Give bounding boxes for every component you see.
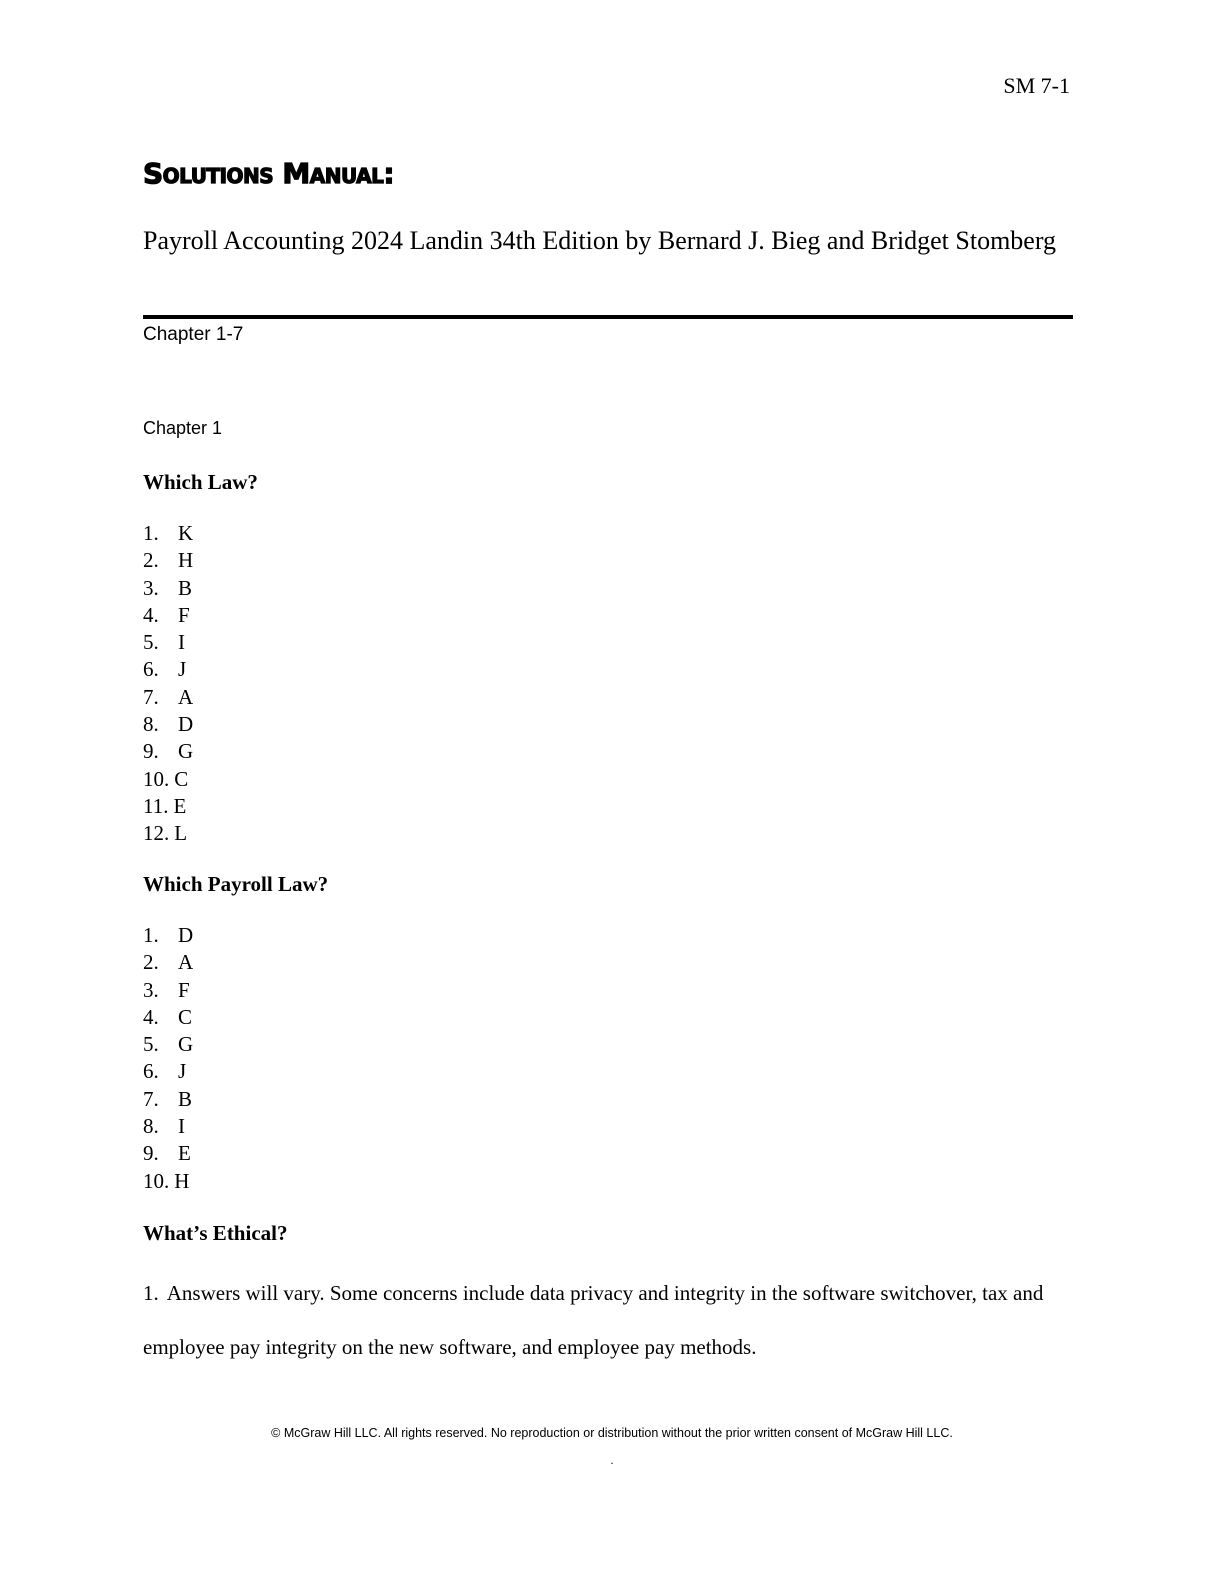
item-answer: G [178,1032,194,1057]
list-item [143,820,193,847]
item-answer: G [178,739,194,764]
item-answer: D [178,923,194,947]
list-item [143,1113,193,1140]
list-item [143,575,193,602]
title-divider [143,315,1073,319]
list-item [143,520,193,547]
ethics-answer-text: Answers will vary. Some concerns include data privacy and integrity in the software switchover, tax and employee pay integrity on the new software, and employee pay methods. [143,1281,1044,1359]
list-item [143,602,193,629]
section-heading-whats-ethical: What’s Ethical? [143,1221,288,1245]
item-number: 5. [143,630,159,655]
item-answer: B [178,575,193,600]
list-item [143,793,193,820]
item-answer: J [178,657,187,682]
list-item [143,1086,193,1113]
list-item [143,1140,193,1167]
item-answer: F [178,977,190,1002]
item-number: 6. [143,657,159,682]
item-answer: J [178,1059,187,1084]
item-answer: D [178,712,194,737]
section-heading-which-payroll-law: Which Payroll Law? [143,872,329,896]
item-answer: K [178,521,194,545]
list-item [143,1058,193,1085]
item-answer: L [174,821,188,846]
item-answer: A [178,950,194,975]
item-number: 8. [143,712,159,737]
item-number: 2. [143,548,159,573]
item-number: 7. [143,1086,159,1111]
manual-title: Solutions Manual: [143,157,395,190]
list-item [143,656,193,683]
book-title: Payroll Accounting 2024 Landin 34th Edition by Bernard J. Bieg and Bridget Stomberg [143,226,1057,255]
item-number: 4. [143,1004,159,1029]
item-answer: H [174,1168,190,1193]
item-answer: I [178,630,185,655]
copyright-footer: © McGraw Hill LLC. All rights reserved. No reproduction or distribution without the prior written consent of McGraw Hill LLC. [271,1426,953,1440]
item-answer: C [174,766,189,791]
item-answer: A [178,684,194,709]
item-number: 11. [143,793,169,818]
list-item [143,547,193,574]
section-heading-which-law: Which Law? [143,470,258,494]
item-number: 1. [143,1281,159,1305]
item-answer: E [173,793,187,818]
item-answer: H [178,548,194,573]
chapter-range: Chapter 1-7 [143,324,244,345]
list-item [143,629,193,656]
item-number: 3. [143,977,159,1002]
item-number: 2. [143,950,159,975]
item-number: 1. [143,521,159,545]
item-number: 12. [143,821,170,846]
page-number: SM 7-1 [1003,73,1070,98]
item-number: 8. [143,1114,159,1139]
item-number: 9. [143,1141,159,1166]
item-number: 10. [143,1168,170,1193]
ethics-answer-paragraph [143,1266,1063,1374]
list-item [143,684,193,711]
chapter-label: Chapter 1 [143,418,223,438]
item-answer: I [178,1114,185,1139]
item-number: 6. [143,1059,159,1084]
list-item [143,1031,193,1058]
list-item [143,949,193,976]
list-item [143,766,193,793]
list-item [143,1004,193,1031]
list-item [143,1168,193,1195]
item-answer: E [178,1141,191,1166]
item-number: 3. [143,575,159,600]
which-payroll-law-answer-list [143,922,193,1195]
item-number: 10. [143,766,170,791]
list-item [143,922,193,949]
list-item [143,977,193,1004]
item-number: 7. [143,684,159,709]
list-item [143,738,193,765]
item-number: 1. [143,923,159,947]
item-number: 4. [143,602,159,627]
item-answer: B [178,1086,193,1111]
which-law-answer-list [143,520,193,848]
footer-dot: . [610,1453,614,1467]
item-number: 9. [143,739,159,764]
item-number: 5. [143,1032,159,1057]
item-answer: C [178,1004,193,1029]
item-answer: F [178,602,190,627]
list-item [143,711,193,738]
